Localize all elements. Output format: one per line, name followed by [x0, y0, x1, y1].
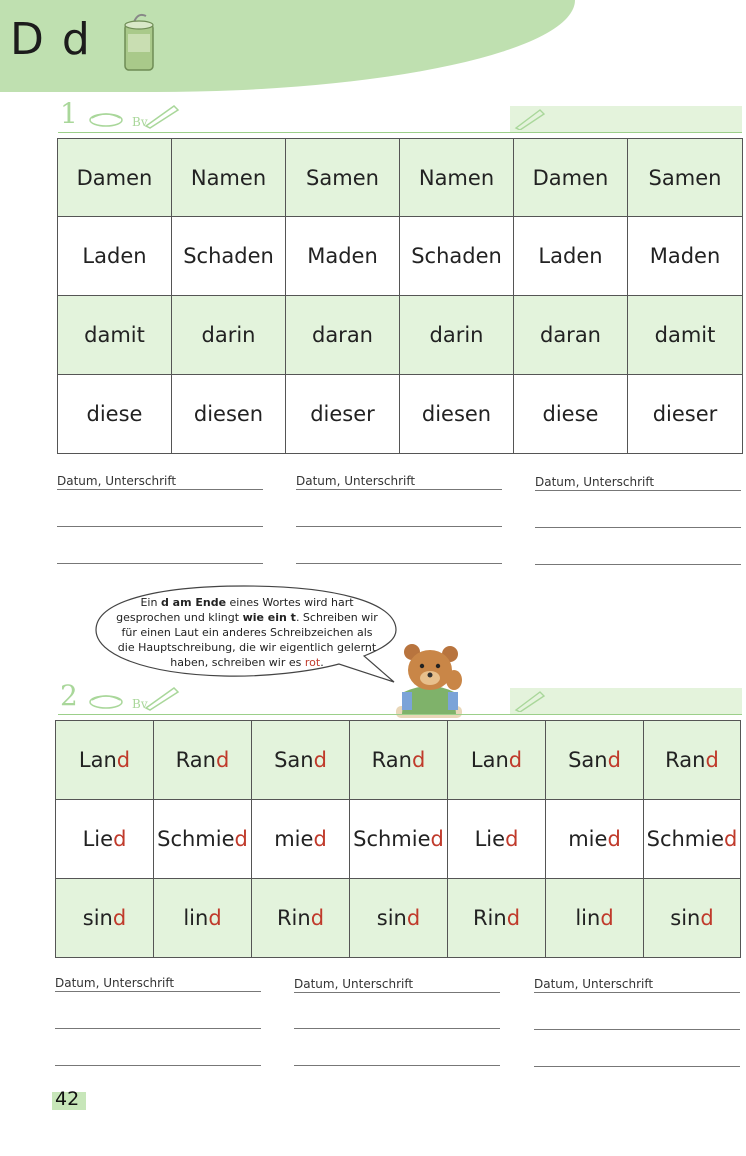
table-row: [58, 139, 743, 217]
text-part: eines Wortes wird hart gesprochen und klingt: [116, 596, 354, 624]
word-cell: Schaden: [400, 217, 514, 296]
word-ending-red: d: [508, 748, 523, 772]
pencil-icon: [514, 690, 554, 712]
check-box: [510, 106, 742, 132]
word-cell: darin: [172, 296, 286, 375]
word-cell: [644, 721, 741, 800]
word-cell: Damen: [58, 139, 172, 217]
header-letters: D d: [10, 14, 92, 65]
word-stem: Schmie: [353, 827, 431, 851]
word-stem: Schmie: [646, 827, 725, 851]
word-cell: [56, 721, 154, 800]
word-ending-red: d: [112, 906, 127, 930]
word-ending-red: d: [208, 906, 222, 930]
word-stem: Ran: [371, 748, 412, 772]
bold-text: d am Ende: [160, 596, 227, 609]
word-ending-red: d: [215, 748, 230, 772]
signature-label: Datum, Unterschrift: [535, 475, 741, 491]
word-stem: sin: [670, 906, 701, 930]
word-cell: [546, 879, 644, 958]
read-and-write-icon: [82, 104, 242, 130]
can-icon: [120, 12, 158, 74]
signature-line[interactable]: [535, 527, 741, 528]
word-stem: Lan: [78, 748, 117, 772]
word-ending-red: d: [506, 906, 521, 930]
word-cell: dieser: [628, 375, 743, 454]
signature-line[interactable]: [57, 526, 263, 527]
signature-line[interactable]: [294, 1028, 500, 1029]
pencil-icon: [514, 108, 554, 130]
word-cell: [546, 721, 644, 800]
signature-label: Datum, Unterschrift: [296, 474, 502, 490]
word-stem: San: [568, 748, 608, 772]
signature-label: Datum, Unterschrift: [55, 976, 261, 992]
word-ending-red: d: [234, 827, 248, 851]
word-cell: [644, 800, 741, 879]
word-cell: diesen: [172, 375, 286, 454]
word-stem: Schmie: [157, 827, 235, 851]
word-stem: Lan: [470, 748, 509, 772]
table-row: [56, 879, 741, 958]
word-cell: Namen: [400, 139, 514, 217]
word-ending-red: d: [705, 748, 719, 772]
word-cell: [154, 721, 252, 800]
word-stem: lin: [183, 906, 209, 930]
read-and-write-icon: [82, 686, 242, 712]
signature-line[interactable]: [57, 563, 263, 564]
exercise-number: 1: [60, 97, 78, 130]
table-row: [58, 296, 743, 375]
word-cell: [154, 800, 252, 879]
svg-text:Bv: Bv: [132, 697, 148, 711]
word-cell: [448, 879, 546, 958]
word-ending-red: d: [411, 748, 426, 772]
table-row: [58, 217, 743, 296]
signature-line[interactable]: [55, 1065, 261, 1066]
exercise-2-header: [58, 679, 742, 715]
word-cell: Maden: [628, 217, 743, 296]
word-stem: Rin: [276, 906, 311, 930]
exercise-1-table: [57, 138, 743, 454]
signature-line[interactable]: [296, 526, 502, 527]
word-ending-red: d: [607, 827, 621, 851]
red-text: rot: [304, 656, 321, 669]
word-ending-red: d: [113, 827, 127, 851]
word-cell: [350, 800, 448, 879]
word-cell: [546, 800, 644, 879]
word-stem: San: [274, 748, 314, 772]
word-ending-red: d: [310, 906, 325, 930]
signature-label: Datum, Unterschrift: [294, 977, 500, 993]
word-ending-red: d: [313, 748, 327, 772]
word-ending-red: d: [313, 827, 327, 851]
word-cell: damit: [628, 296, 743, 375]
word-cell: Samen: [286, 139, 400, 217]
word-stem: Ran: [665, 748, 706, 772]
word-stem: Lie: [82, 827, 114, 851]
signature-label: Datum, Unterschrift: [57, 474, 263, 490]
word-cell: Maden: [286, 217, 400, 296]
bold-text: wie ein t: [242, 611, 296, 624]
word-cell: [252, 800, 350, 879]
word-cell: diese: [58, 375, 172, 454]
signature-line[interactable]: [534, 1029, 740, 1030]
word-ending-red: d: [700, 906, 714, 930]
word-cell: [252, 721, 350, 800]
word-cell: [350, 879, 448, 958]
word-ending-red: d: [430, 827, 444, 851]
word-stem: lin: [575, 906, 601, 930]
word-ending-red: d: [116, 748, 131, 772]
word-stem: mie: [274, 827, 314, 851]
signature-label: Datum, Unterschrift: [534, 977, 740, 993]
svg-text:Bv: Bv: [132, 115, 148, 129]
word-cell: [252, 879, 350, 958]
table-row: [58, 375, 743, 454]
check-box: [510, 688, 742, 714]
word-cell: Samen: [628, 139, 743, 217]
word-cell: [154, 879, 252, 958]
text-part: .: [320, 656, 324, 669]
word-cell: dieser: [286, 375, 400, 454]
signature-line[interactable]: [534, 1066, 740, 1067]
word-cell: [644, 879, 741, 958]
word-cell: diese: [514, 375, 628, 454]
word-cell: daran: [514, 296, 628, 375]
signature-line[interactable]: [55, 1028, 261, 1029]
exercise-2-table: [55, 720, 741, 958]
word-stem: mie: [568, 827, 608, 851]
signature-line[interactable]: [294, 1065, 500, 1066]
word-cell: Damen: [514, 139, 628, 217]
word-cell: [448, 800, 546, 879]
word-ending-red: d: [406, 906, 421, 930]
text-part: . Schreiben wir für einen Laut ein anderes Schreibzeichen als die Hauptschreibung, die wir eigentlich gelernt haben, schreiben wir es: [117, 611, 378, 669]
word-stem: Ran: [175, 748, 216, 772]
word-cell: darin: [400, 296, 514, 375]
word-cell: [350, 721, 448, 800]
word-ending-red: d: [724, 827, 738, 851]
word-cell: Schaden: [172, 217, 286, 296]
word-cell: diesen: [400, 375, 514, 454]
word-cell: [56, 800, 154, 879]
word-ending-red: d: [505, 827, 519, 851]
page-number: 42: [55, 1088, 80, 1110]
signature-line[interactable]: [535, 564, 741, 565]
word-stem: sin: [82, 906, 113, 930]
word-cell: Namen: [172, 139, 286, 217]
table-row: [56, 721, 741, 800]
signature-line[interactable]: [296, 563, 502, 564]
word-cell: damit: [58, 296, 172, 375]
word-cell: [448, 721, 546, 800]
speech-bubble: [94, 582, 398, 686]
word-cell: [56, 879, 154, 958]
word-ending-red: d: [600, 906, 614, 930]
word-stem: Lie: [474, 827, 506, 851]
text-part: Ein: [140, 596, 161, 609]
exercise-number: 2: [60, 679, 78, 712]
word-cell: daran: [286, 296, 400, 375]
word-ending-red: d: [607, 748, 621, 772]
speech-bubble-text: [116, 595, 378, 670]
word-stem: Rin: [472, 906, 507, 930]
exercise-1-header: [58, 97, 742, 133]
table-row: [56, 800, 741, 879]
word-cell: Laden: [58, 217, 172, 296]
word-stem: sin: [376, 906, 407, 930]
word-cell: Laden: [514, 217, 628, 296]
